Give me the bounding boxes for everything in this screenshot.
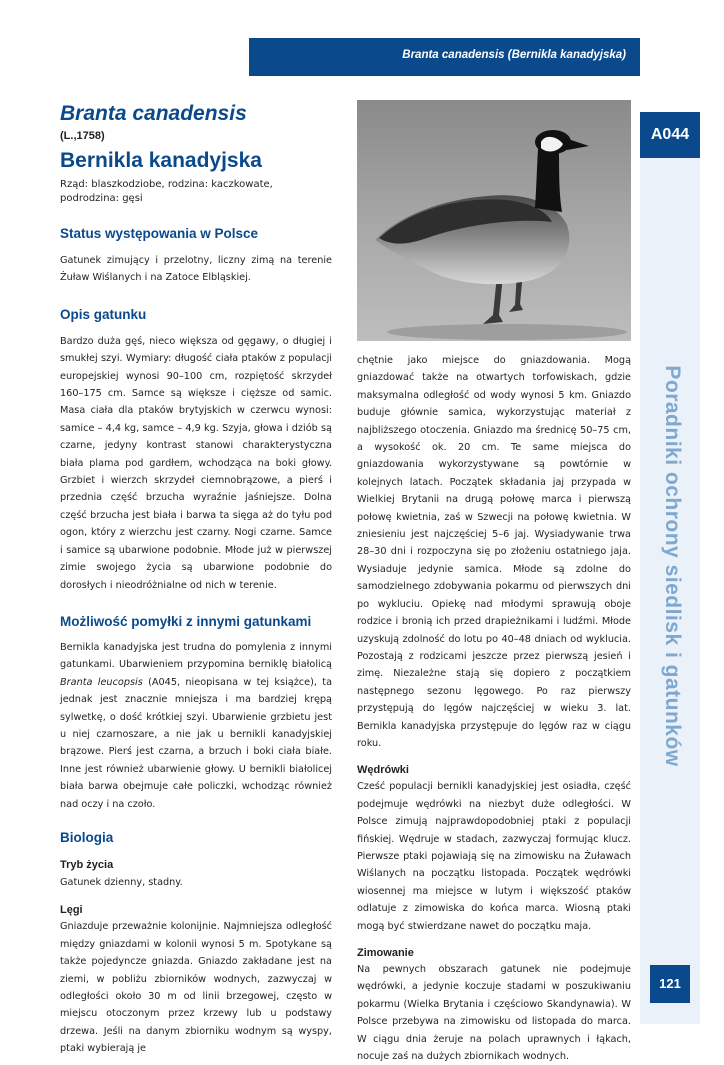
confusion-heading: Możliwość pomyłki z innymi gatunkami xyxy=(60,613,312,629)
description-text: Bardzo duża gęś, nieco większa od gęgawy, o długiej i smukłej szyi. Wymiary: długość ciała ptaków z populacji europejskiej wynosi 90–100 cm, rozpiętość skrzydeł 160–175 cm. Samce są większe i cięższe od samic. Masa ciała dla ptaków brytyjskich w czerwcu wynosi: samice – 4,4 kg, samce – 4,9 kg. Szyja, głowa i dziób są czarne, jedyny kontrast stanowi charakterystyczna biała plama pod gardłem, wchodząca na boki głowy. Grzbiet i wierzch skrzydeł ciemnobrązowe, a pierś i przednia część brzucha wyraźnie jaśniejsze. Dolna część brzucha jest biała i barwa ta sięga aż do tyłu pod ogon, który z wierzchu jest czarny. Nogi czarne. Samce i samice są ubarwione podobnie. Młode już w pierwszej zimie swojego życia są ubarwione podobnie do dorosłych i nieodróżnialne od nich w terenie. xyxy=(60,335,332,591)
breeding-text-continued: chętnie jako miejsce do gniazdowania. Mogą gniazdować także na otwartych torfowiskach, gdzie maksymalna odległość od wody wynosi 5 km. Gniazdo buduje głównie samica, wykorzystując materiał z najbliższego otoczenia. Gniazdo ma średnicę 50–75 cm, a wysokość ok. 20 cm. Te same miejsca do gniazdowania wykorzystywane są powtórnie w kolejnych latach. Początek składania jaj przypada w Wielkiej Brytanii na drugą połowę marca i pierwszą połowę kwietnia, zaś w Szwecji na połowę kwietnia. W zniesieniu jest najczęściej 5–6 jaj. Wysiadywanie trwa 28–30 dni i rozpoczyna się po złożeniu ostatniego jaja. Wysiaduje jedynie samica. Młode są zdolne do samodzielnego zdobywania pokarmu od pierwszych dni po wykluciu. Opiekę nad młodymi sprawują oboje rodzice i bronią ich przed drapieżnikami i ludźmi. Młode uzyskują zdolność do lotu po 40–48 dniach od wyklucia. Pozostają z rodzicami jeszcze przez pierwszą jesień i zimę. Niezależne stają się dopiero z początkiem następnego sezonu lęgowego. Po raz pierwszy przystępują do lęgów najczęściej w wieku 3. lat. Bernikla kanadyjska przystępuje do lęgów raz w ciągu roku. xyxy=(357,355,631,749)
confusion-text-a: Bernikla kanadyjska jest trudna do pomylenia z innymi gatunkami. Ubarwieniem przypomina berniklę białolicą xyxy=(60,641,332,671)
running-header-title: Branta canadensis (Bernikla kanadyjska) xyxy=(402,49,626,61)
species-code-tab xyxy=(640,112,700,158)
description-heading: Opis gatunku xyxy=(60,306,147,322)
species-code: A044 xyxy=(650,126,690,143)
confusion-text xyxy=(60,639,332,813)
page-number-box xyxy=(650,965,690,1003)
breeding-heading: Lęgi xyxy=(60,904,83,917)
status-text: Gatunek zimujący i przelotny, liczny zimą na terenie Żuław Wiślanych i na Zatoce Elbląskiej. xyxy=(60,255,332,284)
lifestyle-heading: Tryb życia xyxy=(60,858,114,871)
polish-name: Bernikla kanadyjska xyxy=(60,149,262,172)
confusion-species-italic: Branta leucopsis xyxy=(60,676,143,688)
page-number: 121 xyxy=(659,976,681,991)
lifestyle-text: Gatunek dzienny, stadny. xyxy=(60,876,183,888)
wintering-text: Na pewnych obszarach gatunek nie podejmuje wędrówki, a jedynie koczuje stadami w poszukiwaniu pokarmu (Wielka Brytania i częściowo Skandynawia). W Polsce przebywa na zimowisku od listopada do marca. W ciągu dnia żeruje na polach uprawnych i łąkach, nocuje zaś na dużych zbiornikach wodnych. xyxy=(357,964,631,1063)
goose-illustration xyxy=(357,100,631,341)
migration-heading: Wędrówki xyxy=(357,764,409,777)
ground-shadow xyxy=(387,324,627,340)
taxonomy: Rząd: blaszkodziobe, rodzina: kaczkowate, podrodzina: gęsi xyxy=(60,179,273,204)
status-heading: Status występowania w Polsce xyxy=(60,226,259,241)
confusion-text-b: (A045, nieopisana w tej książce), ta jednak jest znacznie mniejsza i ma bardziej krępą sylwetkę, o dość krótkiej szyi. Ubarwienie grzbietu jest u niej czarnoszare, a nie jak u bernikli kanadyjskiej brązowe. Pierś jest czarna, a brzuch i boki ciała białe. Inne jest również ubarwienie głowy. U bernikli białolicej biała barwa obejmuje całe policzki, wchodząc również nad oczy i na czoło. xyxy=(60,676,333,810)
series-title: Poradniki ochrony siedlisk i gatunków xyxy=(661,365,684,767)
migration-text: Cześć populacji bernikli kanadyjskiej jest osiadła, część podejmuje wędrówki na niezbyt duże odległości. W Polsce zimują najprawdopodobniej ptaki z populacji fińskiej. Wędruje w stadach, zazwyczaj formując klucz. Pierwsze ptaki pojawiają się na zimowisku na Żuławach Wiślanych na początku listopada. Początek wędrówki wiosennej ma miejsce w lutym i większość ptaków odlatuje z zimowiska do końca marca. Wiosną ptaki mogą być stwierdzane nawet do początku maja. xyxy=(357,781,631,932)
right-column xyxy=(357,352,631,1065)
author: (L.,1758) xyxy=(60,130,105,142)
biology-heading: Biologia xyxy=(60,829,114,845)
running-header xyxy=(249,38,640,76)
left-column xyxy=(60,100,332,1058)
breeding-text: Gniazduje przeważnie kolonijnie. Najmniejsza odległość między gniazdami w kolonii wynosi 5 m. Spotykane są także pojedyncze gniazda. Gniazdo zakładane jest na ziemi, w pobliżu zbiorników wodnych, zazwyczaj w odległości około 30 m od linii brzegowej, często w miejscu otoczonym przez krzewy lub u podstawy drzewa. Jeśli na danym zbiorniku wodnym są wyspy, ptaki wybierają je xyxy=(60,921,332,1055)
latin-name: Branta canadensis xyxy=(60,102,247,125)
wintering-heading: Zimowanie xyxy=(357,947,414,959)
goose-photo xyxy=(357,100,631,341)
